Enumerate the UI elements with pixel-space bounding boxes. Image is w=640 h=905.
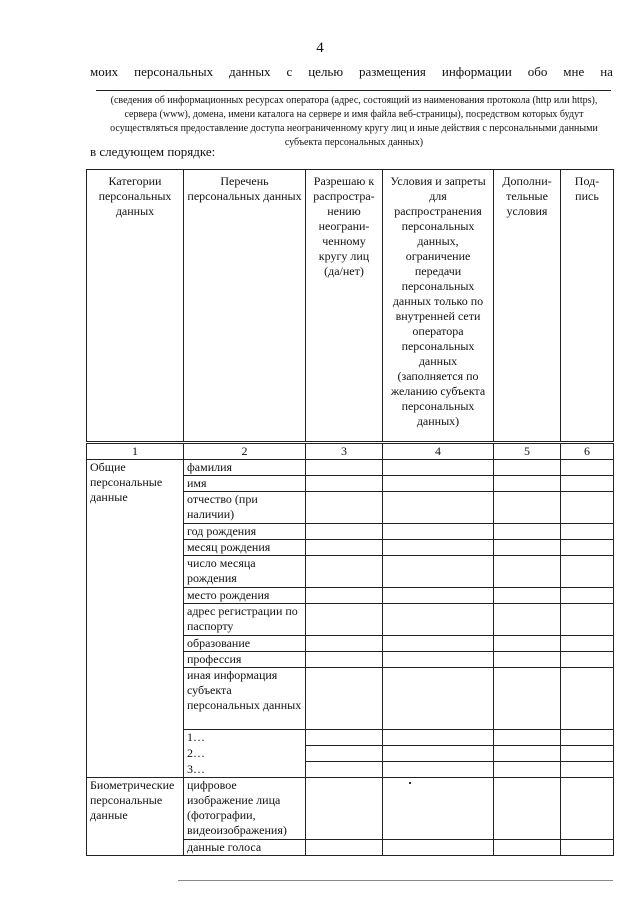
intro-line [90, 64, 613, 80]
header-conditions: Условия и запреты для распространения персональных данных, ограничение передачи персональных данных только по внутренней сети оператора персональных данных (заполняется по желанию субъекта персональных данных) [383, 170, 494, 443]
intro-word: на [600, 64, 613, 79]
signature-cell[interactable] [561, 604, 614, 636]
fill-in-note: (сведения об информационных ресурсах оператора (адрес, состоящий из наименования протокола (http или https), сервера (www), домена, имени каталога на сервере и имя файла веб-страницы), посредством которых будут осуществляться предоставление доступа неограниченному кругу лиц и иные действия с персональными данными субъекта персональных данных) [110, 95, 598, 148]
additional-cell[interactable] [494, 492, 561, 524]
conditions-cell[interactable] [383, 746, 494, 762]
header-list: Перечень персональных данных [184, 170, 306, 443]
additional-cell[interactable] [494, 762, 561, 778]
signature-cell[interactable] [561, 652, 614, 668]
intro-word: размещения [359, 64, 426, 79]
signature-cell[interactable] [561, 492, 614, 524]
additional-cell[interactable] [494, 746, 561, 762]
conditions-cell[interactable] [383, 762, 494, 778]
header-categories: Категории персональных данных [87, 170, 184, 443]
conditions-cell[interactable] [383, 652, 494, 668]
fill-in-line[interactable] [96, 90, 611, 91]
item-label: место рождения [184, 588, 306, 604]
category-general: Общие персональные данные [87, 460, 184, 778]
intro-word: моих [90, 64, 119, 79]
item-label: имя [184, 476, 306, 492]
column-number: 3 [306, 443, 383, 460]
intro-word: с [286, 64, 293, 79]
item-label: месяц рождения [184, 540, 306, 556]
permission-cell[interactable] [306, 668, 383, 730]
column-numbers-row [87, 443, 614, 460]
column-number: 2 [184, 443, 306, 460]
additional-cell[interactable] [494, 476, 561, 492]
additional-cell[interactable] [494, 524, 561, 540]
signature-cell[interactable] [561, 524, 614, 540]
conditions-cell[interactable] [383, 730, 494, 746]
additional-cell[interactable] [494, 540, 561, 556]
conditions-cell[interactable] [383, 840, 494, 856]
conditions-cell[interactable] [383, 460, 494, 476]
signature-cell[interactable] [561, 762, 614, 778]
item-label: образование [184, 636, 306, 652]
conditions-cell[interactable] [383, 668, 494, 730]
item-label: 1… [184, 730, 306, 746]
item-label: год рождения [184, 524, 306, 540]
signature-cell[interactable] [561, 668, 614, 730]
permission-cell[interactable] [306, 492, 383, 524]
permission-cell[interactable] [306, 762, 383, 778]
signature-cell[interactable] [561, 460, 614, 476]
permission-cell[interactable] [306, 540, 383, 556]
column-number: 5 [494, 443, 561, 460]
signature-cell[interactable] [561, 588, 614, 604]
table-row [87, 778, 614, 840]
signature-cell[interactable] [561, 778, 614, 840]
order-text: в следующем порядке: [90, 144, 216, 159]
permission-cell[interactable] [306, 636, 383, 652]
permission-cell[interactable] [306, 460, 383, 476]
page-number: 4 [316, 40, 324, 56]
item-label: 2… [184, 746, 306, 762]
additional-cell[interactable] [494, 778, 561, 840]
permission-cell[interactable] [306, 604, 383, 636]
conditions-cell[interactable] [383, 540, 494, 556]
permission-cell[interactable] [306, 652, 383, 668]
signature-cell[interactable] [561, 746, 614, 762]
category-biometric: Биометрические персональные данные [87, 778, 184, 856]
intro-word: информации [441, 64, 512, 79]
item-label: иная информация субъекта персональных данных [184, 668, 306, 730]
signature-cell[interactable] [561, 636, 614, 652]
additional-cell[interactable] [494, 636, 561, 652]
item-label: 3… [184, 762, 306, 778]
conditions-cell[interactable] [383, 588, 494, 604]
signature-cell[interactable] [561, 840, 614, 856]
item-label: профессия [184, 652, 306, 668]
item-label: цифровое изображение лица (фотографии, видеоизображения) [184, 778, 306, 840]
additional-cell[interactable] [494, 668, 561, 730]
conditions-cell[interactable] [383, 492, 494, 524]
item-label: адрес регистрации по паспорту [184, 604, 306, 636]
intro-word: целью [308, 64, 344, 79]
signature-cell[interactable] [561, 476, 614, 492]
additional-cell[interactable] [494, 652, 561, 668]
signature-cell[interactable] [561, 730, 614, 746]
table-row [87, 460, 614, 476]
header-row [87, 170, 614, 443]
conditions-cell[interactable] [383, 636, 494, 652]
signature-cell[interactable] [561, 556, 614, 588]
conditions-cell[interactable] [383, 778, 494, 840]
permission-cell[interactable] [306, 730, 383, 746]
header-permission: Разрешаю к распростра-нению неограни-ченному кругу лиц (да/нет) [306, 170, 383, 443]
header-additional: Дополни-тельные условия [494, 170, 561, 443]
header-signature: Под-пись [561, 170, 614, 443]
permission-cell[interactable] [306, 588, 383, 604]
intro-word: персональных [134, 64, 214, 79]
conditions-cell[interactable] [383, 556, 494, 588]
additional-cell[interactable] [494, 840, 561, 856]
item-label: данные голоса [184, 840, 306, 856]
column-number: 1 [87, 443, 184, 460]
permission-cell[interactable] [306, 524, 383, 540]
item-label: отчество (при наличии) [184, 492, 306, 524]
scan-speck [409, 782, 411, 784]
conditions-cell[interactable] [383, 604, 494, 636]
column-number: 6 [561, 443, 614, 460]
additional-cell[interactable] [494, 730, 561, 746]
conditions-cell[interactable] [383, 476, 494, 492]
intro-word: данных [229, 64, 271, 79]
additional-cell[interactable] [494, 556, 561, 588]
additional-cell[interactable] [494, 588, 561, 604]
additional-cell[interactable] [494, 460, 561, 476]
signature-cell[interactable] [561, 540, 614, 556]
permission-cell[interactable] [306, 840, 383, 856]
consent-table [86, 169, 614, 856]
conditions-cell[interactable] [383, 524, 494, 540]
item-label: число месяца рождения [184, 556, 306, 588]
permission-cell[interactable] [306, 556, 383, 588]
intro-word: обо [527, 64, 548, 79]
permission-cell[interactable] [306, 746, 383, 762]
item-label: фамилия [184, 460, 306, 476]
bottom-rule [178, 880, 613, 881]
additional-cell[interactable] [494, 604, 561, 636]
permission-cell[interactable] [306, 778, 383, 840]
column-number: 4 [383, 443, 494, 460]
intro-word: мне [563, 64, 585, 79]
permission-cell[interactable] [306, 476, 383, 492]
